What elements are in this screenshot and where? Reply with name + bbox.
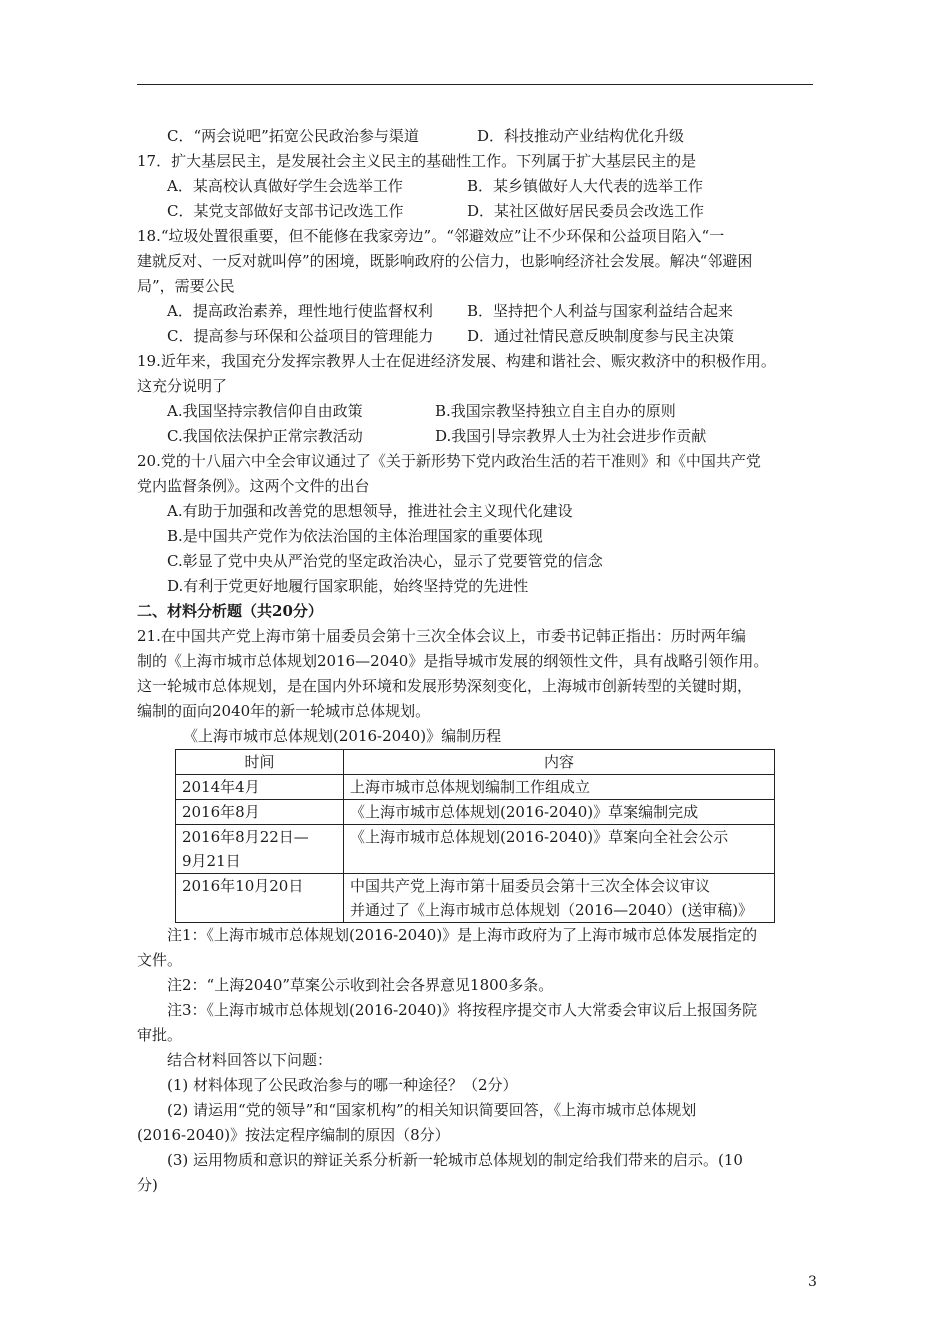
q20-stem-line1: 20.党的十八届六中全会审议通过了《关于新形势下党内政治生活的若干准则》和《中国共产党 — [137, 452, 761, 470]
table-cell-content — [344, 775, 775, 800]
q19-stem-line1: 19.近年来，我国充分发挥宗教界人士在促进经济发展、构建和谐社会、赈灾救济中的积极作用。 — [137, 352, 776, 370]
exam-page-content — [137, 124, 817, 1198]
q17-options-cd — [137, 199, 817, 224]
q19-option-a: A.我国坚持宗教信仰自由政策 — [167, 402, 363, 420]
q18-option-d: D．通过社情民意反映制度参与民主决策 — [467, 327, 735, 345]
table-cell-content — [344, 874, 775, 923]
q18-option-b: B．坚持把个人利益与国家利益结合起来 — [467, 302, 734, 320]
table-header-time: 时间 — [176, 750, 344, 775]
question-prompt: 结合材料回答以下问题： — [167, 1051, 333, 1069]
q18-stem-line1: 18.“垃圾处置很重要，但不能修在我家旁边”。“邻避效应”让不少环保和公益项目陷入“一 — [137, 227, 725, 245]
q19-option-c: C.我国依法保护正常宗教活动 — [167, 427, 363, 445]
cell-text: 2014年4月 — [182, 778, 260, 796]
note3-line2: 审批。 — [137, 1026, 183, 1044]
q19-options-ab — [137, 399, 817, 424]
table-cell-time — [176, 825, 344, 874]
cell-text: 上海市城市总体规划编制工作组成立 — [350, 778, 591, 796]
page-number: 3 — [808, 1274, 817, 1290]
q18-stem-line3: 局”，需要公民 — [137, 277, 235, 295]
table-header-content: 内容 — [344, 750, 775, 775]
cell-text: 《上海市城市总体规划(2016-2040)》草案编制完成 — [350, 803, 699, 821]
table-header-row — [176, 750, 775, 775]
table-cell-time — [176, 775, 344, 800]
cell-text: 2016年10月20日 — [182, 877, 304, 895]
sub-question-2-line2: (2016-2040)》按法定程序编制的原因（8分） — [137, 1126, 450, 1144]
q18-options-cd — [137, 324, 817, 349]
sub-question-3-line2: 分) — [137, 1176, 158, 1194]
q20-stem-line2: 党内监督条例》。这两个文件的出台 — [137, 477, 370, 495]
section2-heading: 二、材料分析题（共20分） — [137, 602, 323, 620]
planning-history-table — [175, 749, 775, 923]
q18-stem-line2: 建就反对、一反对就叫停”的困境，既影响政府的公信力，也影响经济社会发展。解决“邻避困 — [137, 252, 753, 270]
q17-option-b: B．某乡镇做好人大代表的选举工作 — [467, 177, 704, 195]
q21-para-line1: 21.在中国共产党上海市第十届委员会第十三次全体会议上，市委书记韩正指出：历时两年编 — [137, 627, 746, 645]
cell-text: 《上海市城市总体规划(2016-2040)》草案向全社会公示 — [350, 828, 729, 846]
table-cell-time — [176, 800, 344, 825]
q18-options-ab — [137, 299, 817, 324]
q19-option-b: B.我国宗教坚持独立自主自办的原则 — [435, 402, 676, 420]
cell-text: 2016年8月 — [182, 803, 260, 821]
header-rule — [137, 84, 813, 85]
q20-option-a: A.有助于加强和改善党的思想领导，推进社会主义现代化建设 — [167, 502, 573, 520]
q19-options-cd — [137, 424, 817, 449]
q21-para-line3: 这一轮城市总体规划，是在国内外环境和发展形势深刻变化，上海城市创新转型的关键时期， — [137, 677, 753, 695]
sub-question-3-line1: (3) 运用物质和意识的辩证关系分析新一轮城市总体规划的制定给我们带来的启示。(10 — [167, 1151, 743, 1169]
sub-question-1: (1) 材料体现了公民政治参与的哪一种途径？（2分） — [167, 1076, 518, 1094]
q18-option-c: C．提高参与环保和公益项目的管理能力 — [167, 327, 434, 345]
q17-option-a: A．某高校认真做好学生会选举工作 — [167, 177, 403, 195]
cell-text: 2016年8月22日— — [182, 828, 309, 846]
q17-stem: 17．扩大基层民主，是发展社会主义民主的基础性工作。下列属于扩大基层民主的是 — [137, 152, 697, 170]
q17-option-c: C．某党支部做好支部书记改选工作 — [167, 202, 404, 220]
table-row — [176, 775, 775, 800]
table-cell-content — [344, 825, 775, 874]
table-caption: 《上海市城市总体规划(2016-2040)》编制历程 — [183, 727, 502, 745]
table-row — [176, 800, 775, 825]
note1-line2: 文件。 — [137, 951, 183, 969]
q19-stem-line2: 这充分说明了 — [137, 377, 228, 395]
q20-option-b: B.是中国共产党作为依法治国的主体治理国家的重要体现 — [167, 527, 543, 545]
cell-text: 9月21日 — [182, 852, 241, 870]
note1-line1: 注1：《上海市城市总体规划(2016-2040)》是上海市政府为了上海市城市总体发展指定的 — [167, 926, 758, 944]
table-cell-content — [344, 800, 775, 825]
q21-para-line2: 制的《上海市城市总体规划2016—2040》是指导城市发展的纲领性文件，具有战略引领作用。 — [137, 652, 769, 670]
cell-text: 中国共产党上海市第十届委员会第十三次全体会议审议 — [350, 877, 711, 895]
q18-option-a: A．提高政治素养，理性地行使监督权利 — [167, 302, 433, 320]
sub-question-2-line1: (2) 请运用“党的领导”和“国家机构”的相关知识简要回答，《上海市城市总体规划 — [167, 1101, 697, 1119]
q17-option-d: D．某社区做好居民委员会改选工作 — [467, 202, 705, 220]
q20-option-c: C.彰显了党中央从严治党的坚定政治决心，显示了党要管党的信念 — [167, 552, 603, 570]
q16-options-cd — [137, 124, 817, 149]
table-row — [176, 874, 775, 923]
q16-option-c: C．“两会说吧”拓宽公民政治参与渠道 — [167, 127, 419, 145]
q19-option-d: D.我国引导宗教界人士为社会进步作贡献 — [435, 427, 707, 445]
q16-option-d: D．科技推动产业结构优化升级 — [477, 127, 685, 145]
q17-options-ab — [137, 174, 817, 199]
table-row — [176, 825, 775, 874]
q20-option-d: D.有利于党更好地履行国家职能，始终坚持党的先进性 — [167, 577, 529, 595]
cell-text: 并通过了《上海市城市总体规划（2016—2040）(送审稿)》 — [350, 901, 754, 919]
note2: 注2：“上海2040”草案公示收到社会各界意见1800多条。 — [167, 976, 554, 994]
q21-para-line4: 编制的面向2040年的新一轮城市总体规划。 — [137, 702, 431, 720]
note3-line1: 注3：《上海市城市总体规划(2016-2040)》将按程序提交市人大常委会审议后上报国务院 — [167, 1001, 758, 1019]
table-cell-time — [176, 874, 344, 923]
